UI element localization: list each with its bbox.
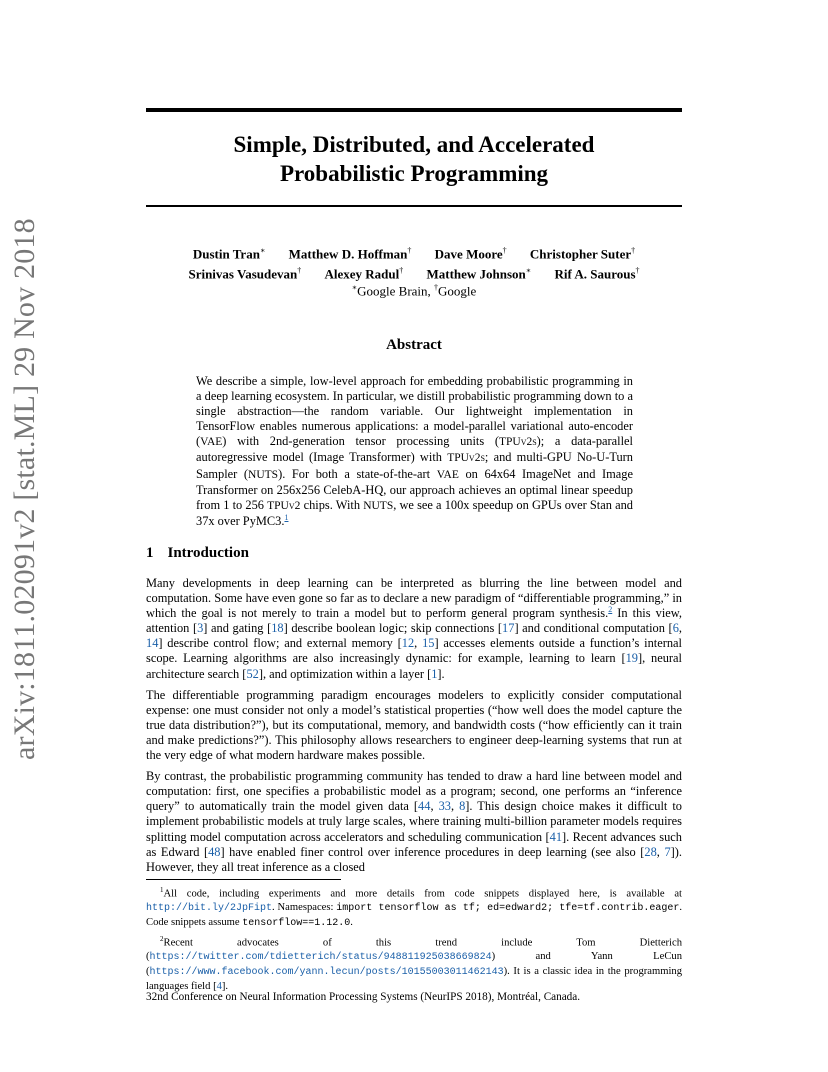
title-rule-bottom xyxy=(146,205,682,207)
code-url-link[interactable]: http://bit.ly/2JpFipt xyxy=(146,903,273,915)
version-code: tensorflow==1.12.0 xyxy=(242,917,351,929)
citation-link[interactable]: 8 xyxy=(459,799,466,814)
footnotes xyxy=(146,884,682,996)
citation-link[interactable]: 28 xyxy=(644,844,657,859)
author: Dustin Tran∗ xyxy=(192,246,266,262)
intro-paragraph-1: Many developments in deep learning can be interpreted as blurring the line between model and computation. Some have even gone so far as to declare a new paradigm of “differentiable programming,” in which the goal is not merely to train a model but to perform general program synthesis.$^2$ In this view, attention [3] and gating [18] describe boolean logic; skip connections [17] and conditional computation [6, 14] describe control flow; and external memory [12, 15] accesses elements outside a function’s internal scope. Learning algorithms are also increasingly dynamic: for example, learning to learn [19], neural architecture search [52], and optimization within a layer [1]. xyxy=(146,576,682,681)
dietterich-twitter-link[interactable]: https://twitter.com/tdietterich/status/948811925038669824 xyxy=(149,952,492,964)
abstract-text: We describe a simple, low-level approach for embedding probabilistic programming in a deep learning ecosystem. In particular, we distill probabilistic programming down to a single abstraction—the random variable. Our lightweight implementation in TensorFlow enables numerous applications: a model-parallel variational auto-encoder (VAE) with 2nd-generation tensor processing units (TPUv2s); a data-parallel autoregressive model (Image Transformer) with TPUv2s; and multi-GPU No-U-Turn Sampler (NUTS). For both a state-of-the-art VAE on 64x64 ImageNet and Image Transformer on 256x256 CelebA-HQ, our approach achieves an optimal linear speedup from 1 to 256 TPUv2 chips. With NUTS, we see a 100x speedup on GPUs over Stan and 37x over PyMC3.$^1$ xyxy=(196,374,633,528)
citation-link[interactable]: 1 xyxy=(431,666,438,681)
lecun-facebook-link[interactable]: https://www.facebook.com/yann.lecun/posts/10155003011462143 xyxy=(149,967,504,979)
citation-link[interactable]: 19 xyxy=(625,651,638,666)
author: Christopher Suter† xyxy=(529,246,636,262)
namespace-code: import tensorflow as tf; ed=edward2; tfe=tf.contrib.eager xyxy=(336,903,680,915)
citation-link[interactable]: 4 xyxy=(216,980,222,992)
footnote-ref-2[interactable]: 2 xyxy=(608,605,613,615)
citation-link[interactable]: 18 xyxy=(271,621,284,636)
citation-link[interactable]: 6 xyxy=(672,621,679,636)
citation-link[interactable]: 41 xyxy=(549,829,563,844)
title-line-2: Probabilistic Programming xyxy=(279,161,549,186)
citation-link[interactable]: 14 xyxy=(146,636,159,651)
author: Matthew Johnson∗ xyxy=(426,266,532,282)
author: Srinivas Vasudevan† xyxy=(188,266,302,282)
author: Matthew D. Hoffman† xyxy=(288,246,412,262)
author: Alexey Radul† xyxy=(324,266,404,282)
footnote-1: $^1$All code, including experiments and more details from code snippets displayed here, is available at http://bit.ly/2JpFipt. Namespaces: import tensorflow as tf; ed=edward2; tfe=tf.contrib.eager. Code snippets assume tensorflow==1.12.0. xyxy=(146,886,682,929)
citation-link[interactable]: 3 xyxy=(197,621,204,636)
citation-link[interactable]: 15 xyxy=(422,636,435,651)
abstract-heading: Abstract xyxy=(386,337,442,353)
footnote-2: $^2$Recent advocates of this trend include Tom Dietterich (https://twitter.com/tdietterich/status/948811925038669824) and Yann LeCun (https://www.facebook.com/yann.lecun/posts/10155003011462143). It is a classic idea in the programming languages field [4]. xyxy=(146,935,682,992)
title-rule-top xyxy=(146,108,682,112)
author-row-1 xyxy=(146,242,682,262)
arxiv-identifier-stamp: arXiv:1811.02091v2 [stat.ML] 29 Nov 2018 xyxy=(8,218,41,760)
citation-link[interactable]: 12 xyxy=(401,636,415,651)
citation-link[interactable]: 48 xyxy=(208,844,221,859)
footnote-ref-1[interactable]: 1 xyxy=(284,512,289,522)
intro-paragraph-3: By contrast, the probabilistic programming community has tended to draw a hard line between model and computation: first, one specifies a probabilistic model as a program; second, one performs an “inference query” to automatically train the model given data [44, 33, 8]. This design choice makes it difficult to implement probabilistic models at truly large scales, where training multi-billion parameter models requires splitting model computation across accelerators and scheduling communication [41]. Recent advances such as Edward [48] have enabled finer control over inference procedures in deep learning (see also [28, 7]). However, they all treat inference as a closed xyxy=(146,769,682,874)
paper-title xyxy=(146,130,682,188)
introduction-body xyxy=(146,576,682,881)
affiliations: ∗Google Brain, †Google xyxy=(351,283,477,299)
citation-link[interactable]: 44 xyxy=(418,799,431,814)
citation-link[interactable]: 33 xyxy=(438,799,451,814)
section-heading-introduction: 1 Introduction xyxy=(146,545,249,561)
intro-paragraph-2: The differentiable programming paradigm encourages modelers to explicitly consider computational expense: one must consider not only a model’s statistical properties (“how well does the model capture the true data distribution?”), but its computational, memory, and bandwidth costs (“how efficiently can it train and make predictions?”). This philosophy allows researchers to engineer deep-learning systems that run at the very edge of what modern hardware makes possible. xyxy=(146,687,682,763)
footnote-separator xyxy=(146,879,341,880)
author-list xyxy=(146,242,682,283)
citation-link[interactable]: 7 xyxy=(664,844,671,859)
citation-link[interactable]: 17 xyxy=(502,621,515,636)
author: Dave Moore† xyxy=(434,246,507,262)
citation-link[interactable]: 52 xyxy=(246,666,259,681)
title-line-1: Simple, Distributed, and Accelerated xyxy=(233,132,595,157)
author-row-2 xyxy=(146,262,682,282)
author: Rif A. Saurous† xyxy=(554,266,640,282)
conference-venue: 32nd Conference on Neural Information Processing Systems (NeurIPS 2018), Montréal, Canada. xyxy=(146,991,581,1003)
